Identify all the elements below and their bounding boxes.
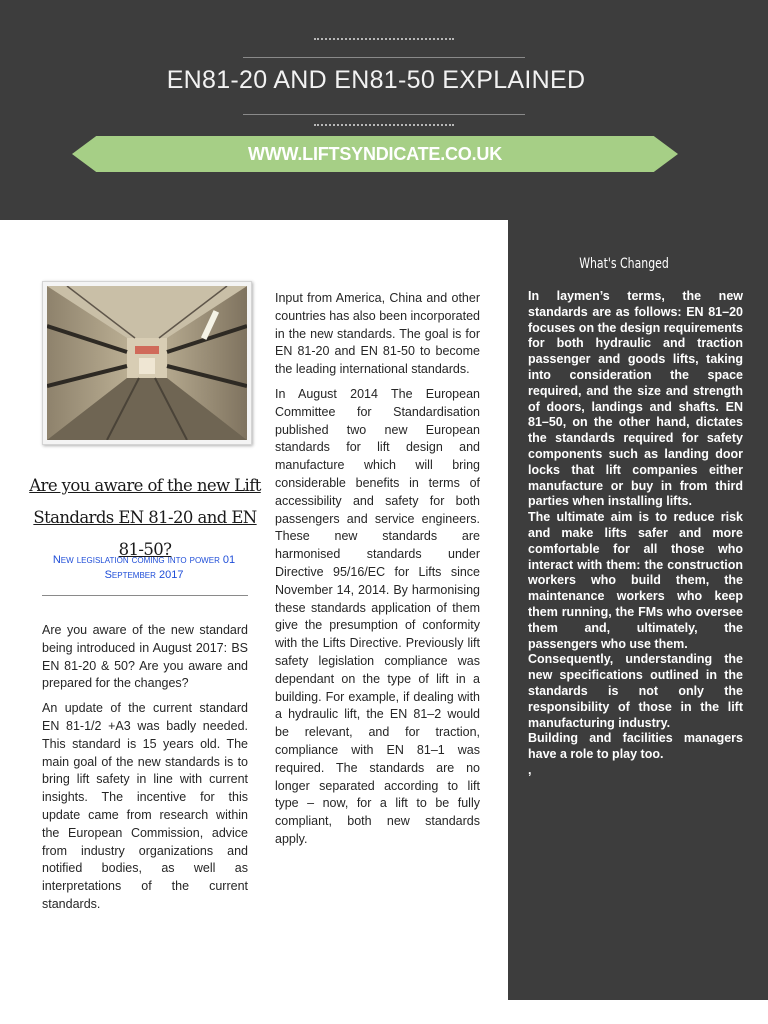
subheadline-divider — [42, 595, 248, 596]
title-bottom-rule — [243, 114, 525, 115]
sidebar-paragraph: Building and facilities managers have a role to play too. — [528, 731, 743, 762]
sidebar-text — [528, 289, 743, 779]
body-paragraph: Are you aware of the new standard being introduced in August 2017: BS EN 81-20 & 50? Are you aware and prepared for the changes? — [42, 623, 248, 691]
article-subheadline: New legislation coming into power 01 September 2017 — [52, 554, 236, 581]
title-top-rule — [243, 57, 525, 58]
body-paragraph: An update of the current standard EN 81-1/2 +A3 was badly needed. This standard is 15 years old. The main goal of the new standards is to bring lift safety in line with current insights. The incentive for this update came from research within the European Commission, advice from industry organizations and notified bodies, as well as interpretations of the current standards. — [42, 701, 248, 911]
sidebar-paragraph: In laymen’s terms, the new standards are as follows: EN 81–20 focuses on the design requirements for both hydraulic and traction passenger and goods lifts, taking into consideration the space required, and the size and strength of doors, landings and shafts. EN 81–50, on the other hand, dictates the standards required for safety components such as landing door locks that lift companies either manufacture or buy in from third parties when installing lifts. — [528, 289, 743, 509]
body-paragraph: In August 2014 The European Committee for Standardisation published two new European standards for lift design and manufacture which will bring considerable benefits in terms of accessibility and safety for both passengers and service engineers. These new standards are harmonised standards under Directive 95/16/EC for Lifts since November 14, 2014. By harmonising these standards application of them give the presumption of conformity with the Lifts Directive. Previously lift safety legislation compliance was dependant on the type of lift in a building. For example, if dealing with a hydraulic lift, the EN 81–2 would be relevant, and for traction, compliance with EN 81–1 was required. The standards are no longer separated according to lift type – now, for a lift to be fully compliant, both new standards apply. — [275, 386, 480, 846]
top-dotted-divider — [314, 38, 454, 40]
lift-shaft-photo — [42, 281, 252, 445]
body-paragraph: Input from America, China and other countries has also been incorporated in the new standards. The goal is for EN 81-20 and EN 81-50 to become the leading international standards. — [275, 291, 480, 377]
bottom-dotted-divider — [314, 124, 454, 126]
headline-line: Standards EN 81-20 and EN 81-50? — [33, 508, 257, 559]
page-title: EN81-20 AND EN81-50 EXPLAINED — [166, 66, 586, 94]
website-link[interactable]: WWW.LIFTSYNDICATE.CO.UK — [247, 144, 503, 164]
middle-column-text — [275, 290, 480, 856]
sidebar-heading: What's Changed — [579, 256, 669, 272]
sidebar-paragraph: The ultimate aim is to reduce risk and make lifts safer and more comfortable for all those who interact with them: the construction workers who build them, the maintenance workers who keep them running, the FMs who oversee them and, ultimately, the passengers who use them. — [528, 510, 743, 651]
left-column-text — [42, 622, 248, 921]
article-headline — [28, 470, 262, 566]
header-band — [0, 0, 768, 220]
headline-line: Are you aware of the new Lift — [29, 476, 261, 495]
lift-shaft-photo-icon — [47, 286, 247, 440]
sidebar-paragraph: Consequently, understanding the new specifications outlined in the standards is not only the responsibility of those in the lift manufacturing industry. — [528, 652, 743, 730]
sidebar-paragraph: , — [528, 762, 532, 777]
